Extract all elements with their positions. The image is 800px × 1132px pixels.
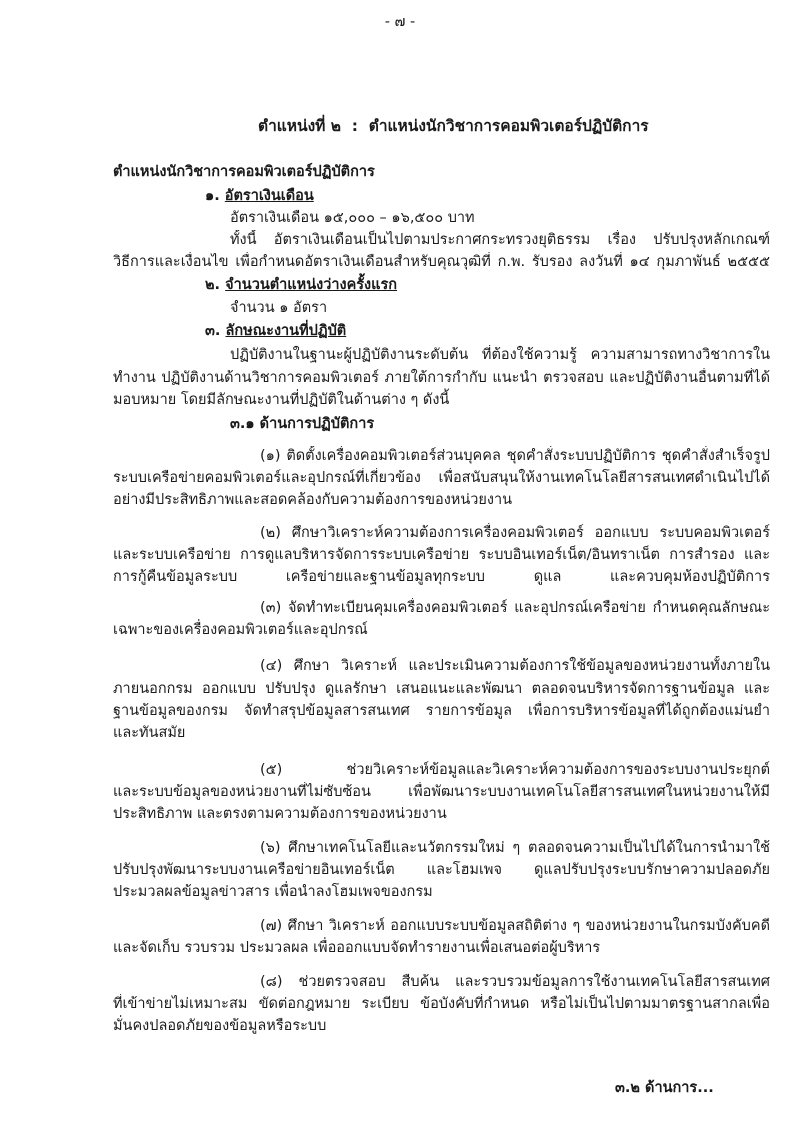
- section-number: ๓.: [205, 323, 221, 339]
- section-heading-duties: [205, 321, 346, 341]
- section-heading-salary: [205, 186, 314, 206]
- text-line: ปฏิบัติงานในฐานะผู้ปฏิบัติงานระดับต้น ที่ต้องใช้ความรู้ ความสามารถทางวิชาการใน: [230, 347, 770, 363]
- text-line: และจัดเก็บ รวบรวม ประมวลผล เพื่อออกแบบจัดทำรายงานเพื่อเสนอต่อผู้บริหาร: [113, 940, 601, 956]
- section-label: อัตราเงินเดือน: [224, 188, 314, 204]
- text-line: (๑) ติดตั้งเครื่องคอมพิวเตอร์ส่วนบุคคล ชุดคำสั่งระบบปฏิบัติการ ชุดคำสั่งสำเร็จรูป: [260, 448, 770, 464]
- text-line: ฐานข้อมูลของกรม จัดทำสรุปข้อมูลสารสนเทศ รายการข้อมูล เพื่อการบริหารข้อมูลที่ได้ถูกต้องแม่นยำ: [113, 703, 770, 719]
- text-line: และระบบเครือข่าย การดูแลบริหารจัดการระบบเครือข่าย ระบบอินเทอร์เน็ต/อินทราเน็ต การสำรอง และ: [113, 547, 770, 563]
- text-line: (๕) ช่วยวิเคราะห์ข้อมูลและวิเคราะห์ความต้องการของระบบงานประยุกต์: [260, 762, 770, 778]
- text-line: มอบหมาย โดยมีลักษณะงานที่ปฏิบัติในด้านต่าง ๆ ดังนี้: [113, 392, 450, 408]
- text-line: การกู้คืนข้อมูลระบบ เครือข่ายและฐานข้อมูลทุกระบบ ดูแล และควบคุมห้องปฏิบัติการ: [113, 569, 770, 585]
- text-line: ภายนอกกรม ออกแบบ ปรับปรุง ดูแลรักษา เสนอแนะและพัฒนา ตลอดจนบริหารจัดการฐานข้อมูล และ: [113, 681, 770, 697]
- text-line: มั่นคงปลอดภัยของข้อมูลหรือระบบ: [113, 1018, 327, 1034]
- text-line: ปรับปรุงพัฒนาระบบงานเครือข่ายอินเทอร์เน็ต และโฮมเพจ ดูแลปรับปรุงระบบรักษาความปลอดภัย: [113, 862, 770, 878]
- text-line: (๒) ศึกษาวิเคราะห์ความต้องการเครื่องคอมพิวเตอร์ ออกแบบ ระบบคอมพิวเตอร์: [260, 525, 770, 541]
- text-line: ที่เข้าข่ายไม่เหมาะสม ขัดต่อกฎหมาย ระเบียบ ข้อบังคับที่กำหนด หรือไม่เป็นไปตามมาตรฐานสากลเพื่อ: [113, 996, 770, 1012]
- page-title: ตำแหน่งที่ ๒ : ตำแหน่งนักวิชาการคอมพิวเตอร์ปฏิบัติการ: [258, 117, 649, 135]
- text-line: ทำงาน ปฏิบัติงานด้านวิชาการคอมพิวเตอร์ ภายใต้การกำกับ แนะนำ ตรวจสอบ และปฏิบัติงานอื่นตามที่ได้: [113, 370, 770, 386]
- text-line: อัตราเงินเดือน ๑๕,๐๐๐ – ๑๖,๕๐๐ บาท: [230, 210, 475, 226]
- text-line: อย่างมีประสิทธิภาพและสอดคล้องกับความต้องการของหน่วยงาน: [113, 492, 513, 508]
- page-number: - ๗ -: [384, 14, 416, 30]
- text-line: (๖) ศึกษาเทคโนโลยีและนวัตกรรมใหม่ ๆ ตลอดจนความเป็นไปได้ในการนำมาใช้: [260, 840, 770, 856]
- text-line: (๗) ศึกษา วิเคราะห์ ออกแบบระบบข้อมูลสถิติต่าง ๆ ของหน่วยงานในกรมบังคับคดี: [260, 918, 770, 934]
- continuation-note: ๓.๒ ด้านการ...: [615, 1080, 714, 1096]
- section-label: ลักษณะงานที่ปฏิบัติ: [225, 323, 347, 339]
- text-line: (๓) จัดทำทะเบียนคุมเครื่องคอมพิวเตอร์ และอุปกรณ์เครือข่าย กำหนดคุณลักษณะ: [260, 600, 770, 616]
- text-line: (๘) ช่วยตรวจสอบ สืบค้น และรวบรวมข้อมูลการใช้งานเทคโนโลยีสารสนเทศ: [260, 974, 770, 990]
- section-heading-vacancies: [205, 275, 397, 295]
- section-number: ๒.: [205, 277, 221, 293]
- text-line: และระบบข้อมูลของหน่วยงานที่ไม่ซับซ้อน เพื่อพัฒนาระบบงานเทคโนโลยีสารสนเทศในหน่วยงานให้มี: [113, 784, 770, 800]
- text-line: ทั้งนี้ อัตราเงินเดือนเป็นไปตามประกาศกระทรวงยุติธรรม เรื่อง ปรับปรุงหลักเกณฑ์: [230, 232, 770, 248]
- text-line: (๔) ศึกษา วิเคราะห์ และประเมินความต้องการใช้ข้อมูลของหน่วยงานทั้งภายใน: [260, 658, 770, 674]
- text-line: จำนวน ๑ อัตรา: [230, 300, 328, 316]
- position-heading: ตำแหน่งนักวิชาการคอมพิวเตอร์ปฏิบัติการ: [113, 164, 375, 180]
- text-line: วิธีการและเงื่อนไข เพื่อกำหนดอัตราเงินเดือนสำหรับคุณวุฒิที่ ก.พ. รับรอง ลงวันที่ ๑๔ กุมภาพันธ์ ๒๕๕๕: [113, 254, 770, 270]
- text-line: ระบบเครือข่ายคอมพิวเตอร์และอุปกรณ์ที่เกี่ยวข้อง เพื่อสนับสนุนให้งานเทคโนโลยีสารสนเทศดำเนินไปได้: [113, 470, 770, 486]
- section-label: จำนวนตำแหน่งว่างครั้งแรก: [225, 277, 398, 293]
- text-line: และทันสมัย: [113, 725, 186, 741]
- text-line: เฉพาะของเครื่องคอมพิวเตอร์และอุปกรณ์: [113, 622, 368, 638]
- text-line: ประมวลผลข้อมูลข่าวสาร เพื่อนำลงโฮมเพจของกรม: [113, 884, 433, 900]
- subsection-heading: ๓.๑ ด้านการปฏิบัติการ: [230, 416, 375, 432]
- text-line: ประสิทธิภาพ และตรงตามความต้องการของหน่วยงาน: [113, 806, 447, 822]
- section-number: ๑.: [205, 188, 220, 204]
